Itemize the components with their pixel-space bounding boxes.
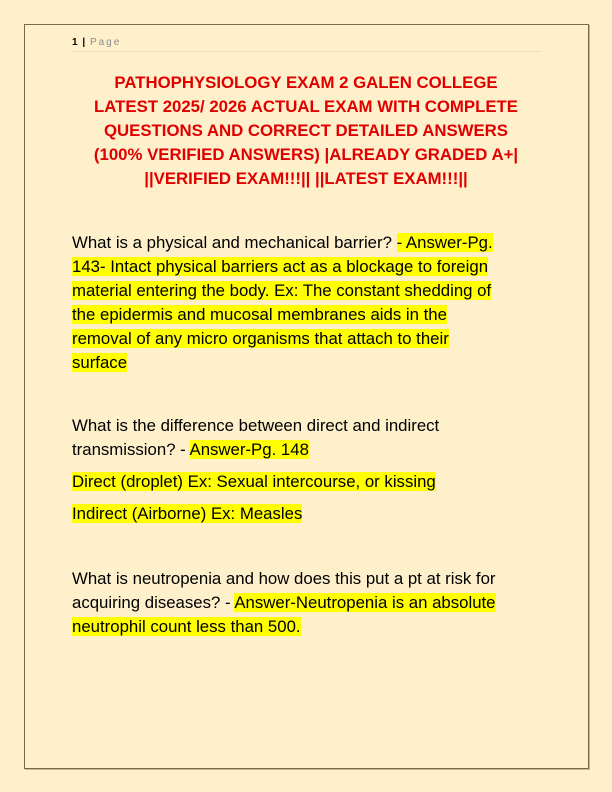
title-line: PATHOPHYSIOLOGY EXAM 2 GALEN COLLEGE bbox=[114, 73, 498, 92]
page-number: 1 bbox=[72, 37, 78, 48]
page-label: Page bbox=[89, 37, 122, 48]
title-line: QUESTIONS AND CORRECT DETAILED ANSWERS bbox=[103, 121, 508, 140]
answer-label: Answer-Pg. 148 bbox=[189, 440, 309, 459]
answer-text: Answer-Neutropenia is an absolute bbox=[234, 593, 496, 612]
answer-text: removal of any micro organisms that attach to their bbox=[72, 329, 449, 348]
answer-detail-direct: Direct (droplet) Ex: Sexual intercourse, or kissing bbox=[72, 472, 436, 491]
answer-text: - Answer-Pg. bbox=[396, 233, 493, 252]
question-text: transmission? - bbox=[72, 440, 190, 459]
title-line: (100% VERIFIED ANSWERS) |ALREADY GRADED A+| bbox=[93, 145, 519, 164]
title-line: LATEST 2025/ 2026 ACTUAL EXAM WITH COMPLETE bbox=[94, 97, 518, 116]
answer-detail-indirect: Indirect (Airborne) Ex: Measles bbox=[72, 504, 303, 523]
page-header bbox=[72, 37, 540, 52]
qa-block-transmission bbox=[72, 414, 542, 526]
answer-text: surface bbox=[72, 353, 128, 372]
answer-text: the epidermis and mucosal membranes aids in the bbox=[72, 305, 447, 324]
answer-text: material entering the body. Ex: The constant shedding of bbox=[72, 281, 492, 300]
document-title bbox=[72, 71, 540, 191]
title-line: ||VERIFIED EXAM!!!|| ||LATEST EXAM!!!|| bbox=[144, 169, 468, 188]
qa-block-neutropenia bbox=[72, 567, 542, 639]
answer-text: 143- Intact physical barriers act as a blockage to foreign bbox=[72, 257, 489, 276]
question-text: What is a physical and mechanical barrier? bbox=[72, 233, 397, 252]
qa-block-physical-barrier bbox=[72, 231, 542, 375]
page-separator: | bbox=[82, 37, 86, 48]
question-text: What is neutropenia and how does this put a pt at risk for bbox=[72, 569, 496, 588]
question-text: What is the difference between direct and indirect bbox=[72, 416, 440, 435]
question-text: acquiring diseases? - bbox=[72, 593, 235, 612]
answer-text: neutrophil count less than 500. bbox=[72, 617, 301, 636]
